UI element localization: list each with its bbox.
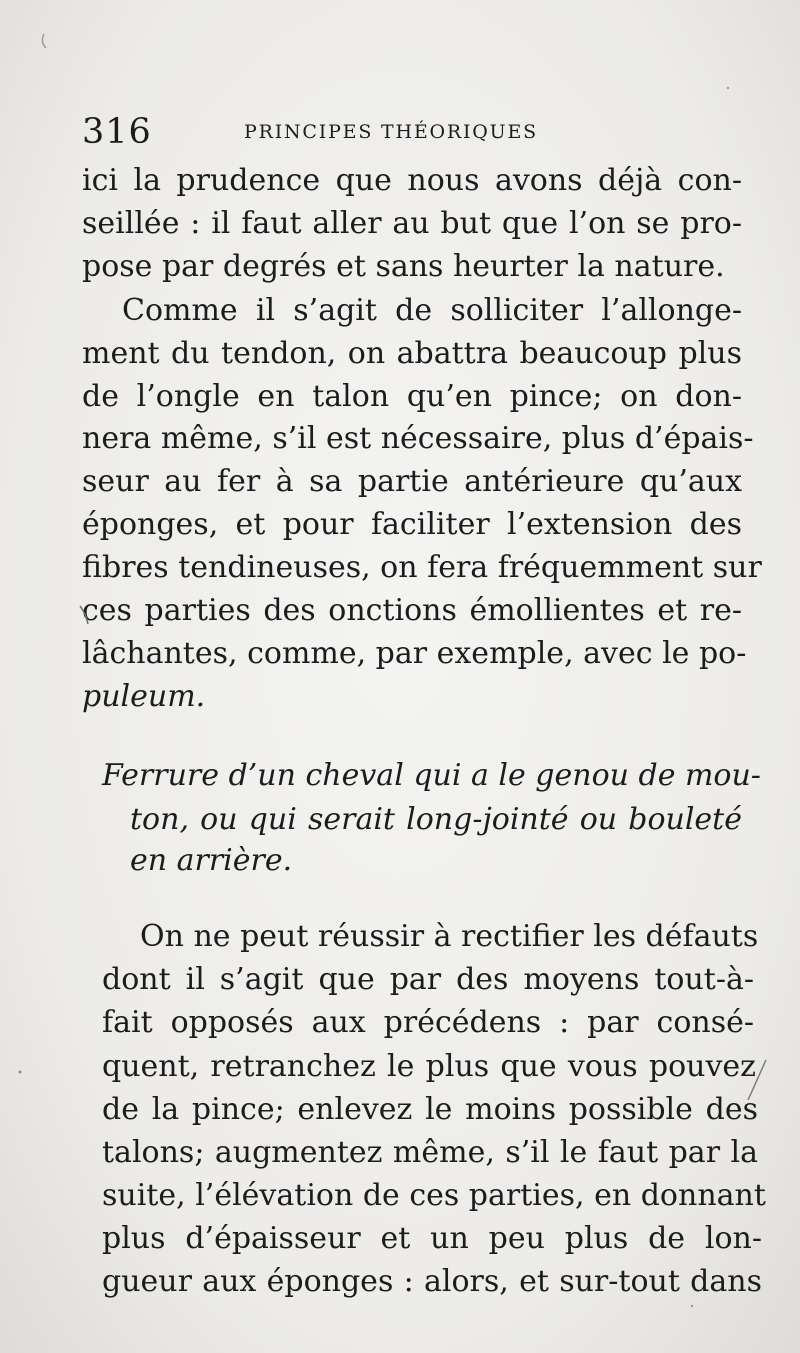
section-heading: en arrière. <box>130 843 293 878</box>
section-heading: ton, ou qui serait long-jointé ou bouleté <box>130 802 742 837</box>
text-line: ces parties des onctions émollientes et re- <box>82 593 742 628</box>
text-line: quent, retranchez le plus que vous pouvez <box>102 1049 756 1084</box>
text-line: seillée : il faut aller au but que l’on se pro- <box>82 206 742 241</box>
page-header <box>82 110 742 154</box>
text-line: seur au fer à sa partie antérieure qu’aux <box>82 464 742 499</box>
text-line: nera même, s’il est nécessaire, plus d’épais- <box>82 421 754 456</box>
text-line: pose par degrés et sans heurter la nature. <box>82 249 725 284</box>
text-line: suite, l’élévation de ces parties, en donnant <box>102 1178 766 1213</box>
text-line: ment du tendon, on abattra beaucoup plus <box>82 336 742 371</box>
text-line: puleum. <box>82 679 206 714</box>
text-line: On ne peut réussir à rectifier les défauts <box>140 919 759 954</box>
page-number: 316 <box>82 112 152 152</box>
text-line: lâchantes, comme, par exemple, avec le po- <box>82 636 747 671</box>
text-line: fibres tendineuses, on fera fréquemment sur <box>82 550 762 585</box>
text-line: fait opposés aux précédens : par consé- <box>102 1005 754 1040</box>
text-line: ici la prudence que nous avons déjà con- <box>82 163 742 198</box>
text-line: de la pince; enlevez le moins possible des <box>102 1092 758 1127</box>
text-line: éponges, et pour faciliter l’extension des <box>82 507 742 542</box>
running-head: PRINCIPES THÉORIQUES <box>244 121 538 143</box>
text-line: Comme il s’agit de solliciter l’allonge- <box>122 293 742 328</box>
text-line: talons; augmentez même, s’il le faut par la <box>102 1135 758 1170</box>
section-heading: Ferrure d’un cheval qui a le genou de mou- <box>102 758 761 793</box>
text-line: de l’ongle en talon qu’en pince; on don- <box>82 379 742 414</box>
text-line: dont il s’agit que par des moyens tout-à- <box>102 962 754 997</box>
text-line: gueur aux éponges : alors, et sur-tout dans <box>102 1264 762 1299</box>
text-line: plus d’épaisseur et un peu plus de lon- <box>102 1221 762 1256</box>
